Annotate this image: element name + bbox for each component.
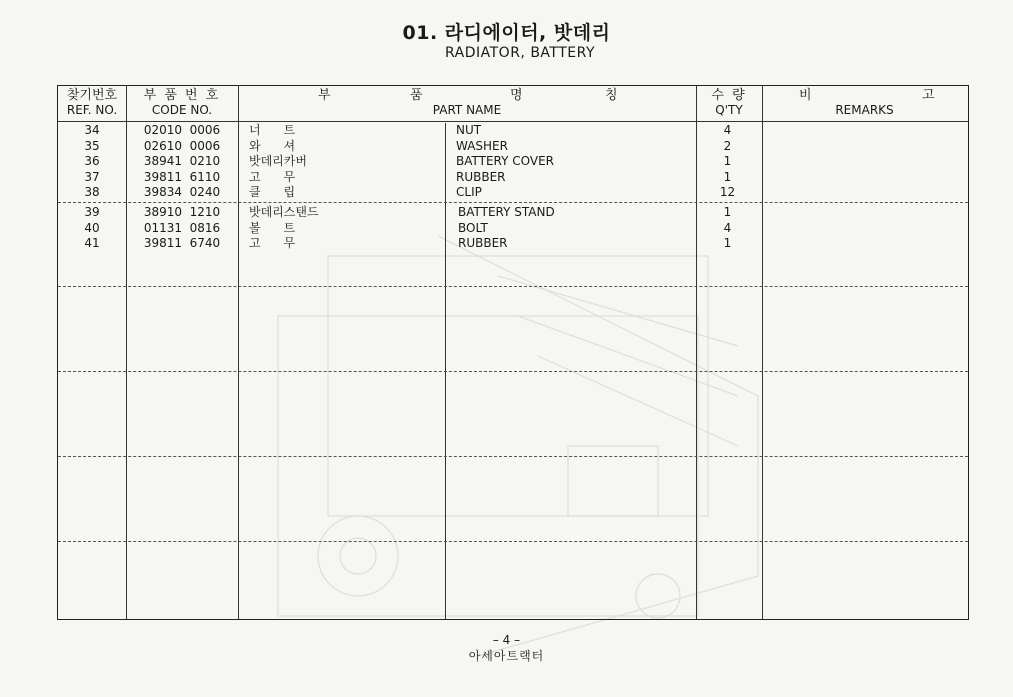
header-remarks-kr-2: 고: [922, 88, 937, 103]
part-name-en: BOLT: [458, 220, 488, 235]
code-no: 02610 0006: [143, 138, 221, 153]
ref-no: 41: [84, 236, 100, 250]
ref-no: 37: [84, 169, 100, 184]
part-name-kr: 밧데리카버: [249, 154, 307, 168]
company-name: 아세아트랙터: [468, 649, 545, 663]
ref-no: 35: [84, 138, 100, 153]
group-divider: [58, 286, 968, 287]
header-code-en: CODE NO.: [151, 103, 213, 117]
header-ref: [58, 89, 126, 117]
code-no: 01131 0816: [143, 220, 221, 235]
header-part-name-kr: [238, 89, 696, 103]
part-name-kr: 클 립: [249, 185, 296, 199]
part-name-en: RUBBER: [458, 236, 508, 250]
header-qty-kr: 수 량: [711, 88, 747, 103]
code-no: 39811 6740: [143, 236, 221, 250]
header-ref-kr: 찾기번호: [66, 88, 118, 103]
ref-no: 36: [84, 154, 100, 168]
header-part-name-kr-4: 칭: [605, 88, 620, 103]
qty: 1: [723, 169, 732, 184]
header-ref-en: REF. NO.: [66, 103, 118, 117]
header-divider: [58, 121, 968, 122]
header-qty: [696, 89, 762, 117]
header-part-name-kr-3: 명: [510, 88, 525, 103]
part-name-kr: 와 셔: [249, 138, 296, 153]
header-remarks-en: REMARKS: [835, 103, 894, 117]
qty: 1: [723, 236, 732, 250]
header-part-name: [238, 89, 696, 117]
part-name-kr: 고 무: [249, 169, 296, 184]
group-divider: [58, 456, 968, 457]
header-code: [126, 89, 238, 117]
qty: 1: [723, 154, 732, 168]
header-part-name-kr-1: 부: [318, 88, 333, 103]
part-name-en: BATTERY STAND: [458, 205, 555, 219]
parts-table: [57, 85, 969, 620]
header-qty-en: Q'TY: [715, 103, 743, 117]
code-no: 02010 0006: [143, 123, 221, 137]
col-divider: [238, 86, 239, 619]
group-divider: [58, 541, 968, 542]
qty: 4: [723, 123, 732, 137]
part-name-en: CLIP: [456, 185, 482, 199]
part-name-kr: 고 무: [249, 236, 296, 250]
code-no: 39811 6110: [143, 169, 221, 184]
col-divider: [762, 86, 763, 619]
code-no: 38910 1210: [143, 205, 221, 219]
part-name-en: RUBBER: [456, 169, 506, 184]
header-remarks: [762, 89, 967, 117]
group-divider: [58, 202, 968, 203]
ref-no: 34: [84, 123, 100, 137]
show-through-diagram: [238, 196, 798, 676]
ref-no: 40: [84, 220, 100, 235]
header-part-name-kr-2: 품: [410, 88, 425, 103]
page-title-korean: 01. 라디에이터, 밧데리: [402, 22, 611, 44]
col-divider: [696, 86, 697, 619]
code-no: 39834 0240: [143, 185, 221, 199]
part-name-en: NUT: [456, 123, 482, 137]
part-name-kr: 너 트: [249, 123, 296, 137]
part-name-kr: 밧데리스탠드: [249, 205, 319, 219]
header-code-kr: 부 품 번 호: [143, 88, 221, 103]
group-divider: [58, 371, 968, 372]
qty: 4: [723, 220, 732, 235]
part-name-en: WASHER: [456, 138, 508, 153]
code-no: 38941 0210: [143, 154, 221, 168]
header-part-name-en: PART NAME: [432, 103, 502, 117]
page-number: – 4 –: [492, 633, 521, 647]
header-remarks-kr-1: 비: [799, 88, 814, 103]
qty: 1: [723, 205, 732, 219]
ref-no: 39: [84, 205, 100, 219]
page-title-english: RADIATOR, BATTERY: [444, 45, 596, 61]
qty: 2: [723, 138, 732, 153]
part-name-en: BATTERY COVER: [456, 154, 554, 168]
qty: 12: [719, 185, 736, 199]
header-remarks-kr: [762, 89, 967, 103]
part-name-kr: 볼 트: [249, 220, 296, 235]
ref-no: 38: [84, 185, 100, 199]
